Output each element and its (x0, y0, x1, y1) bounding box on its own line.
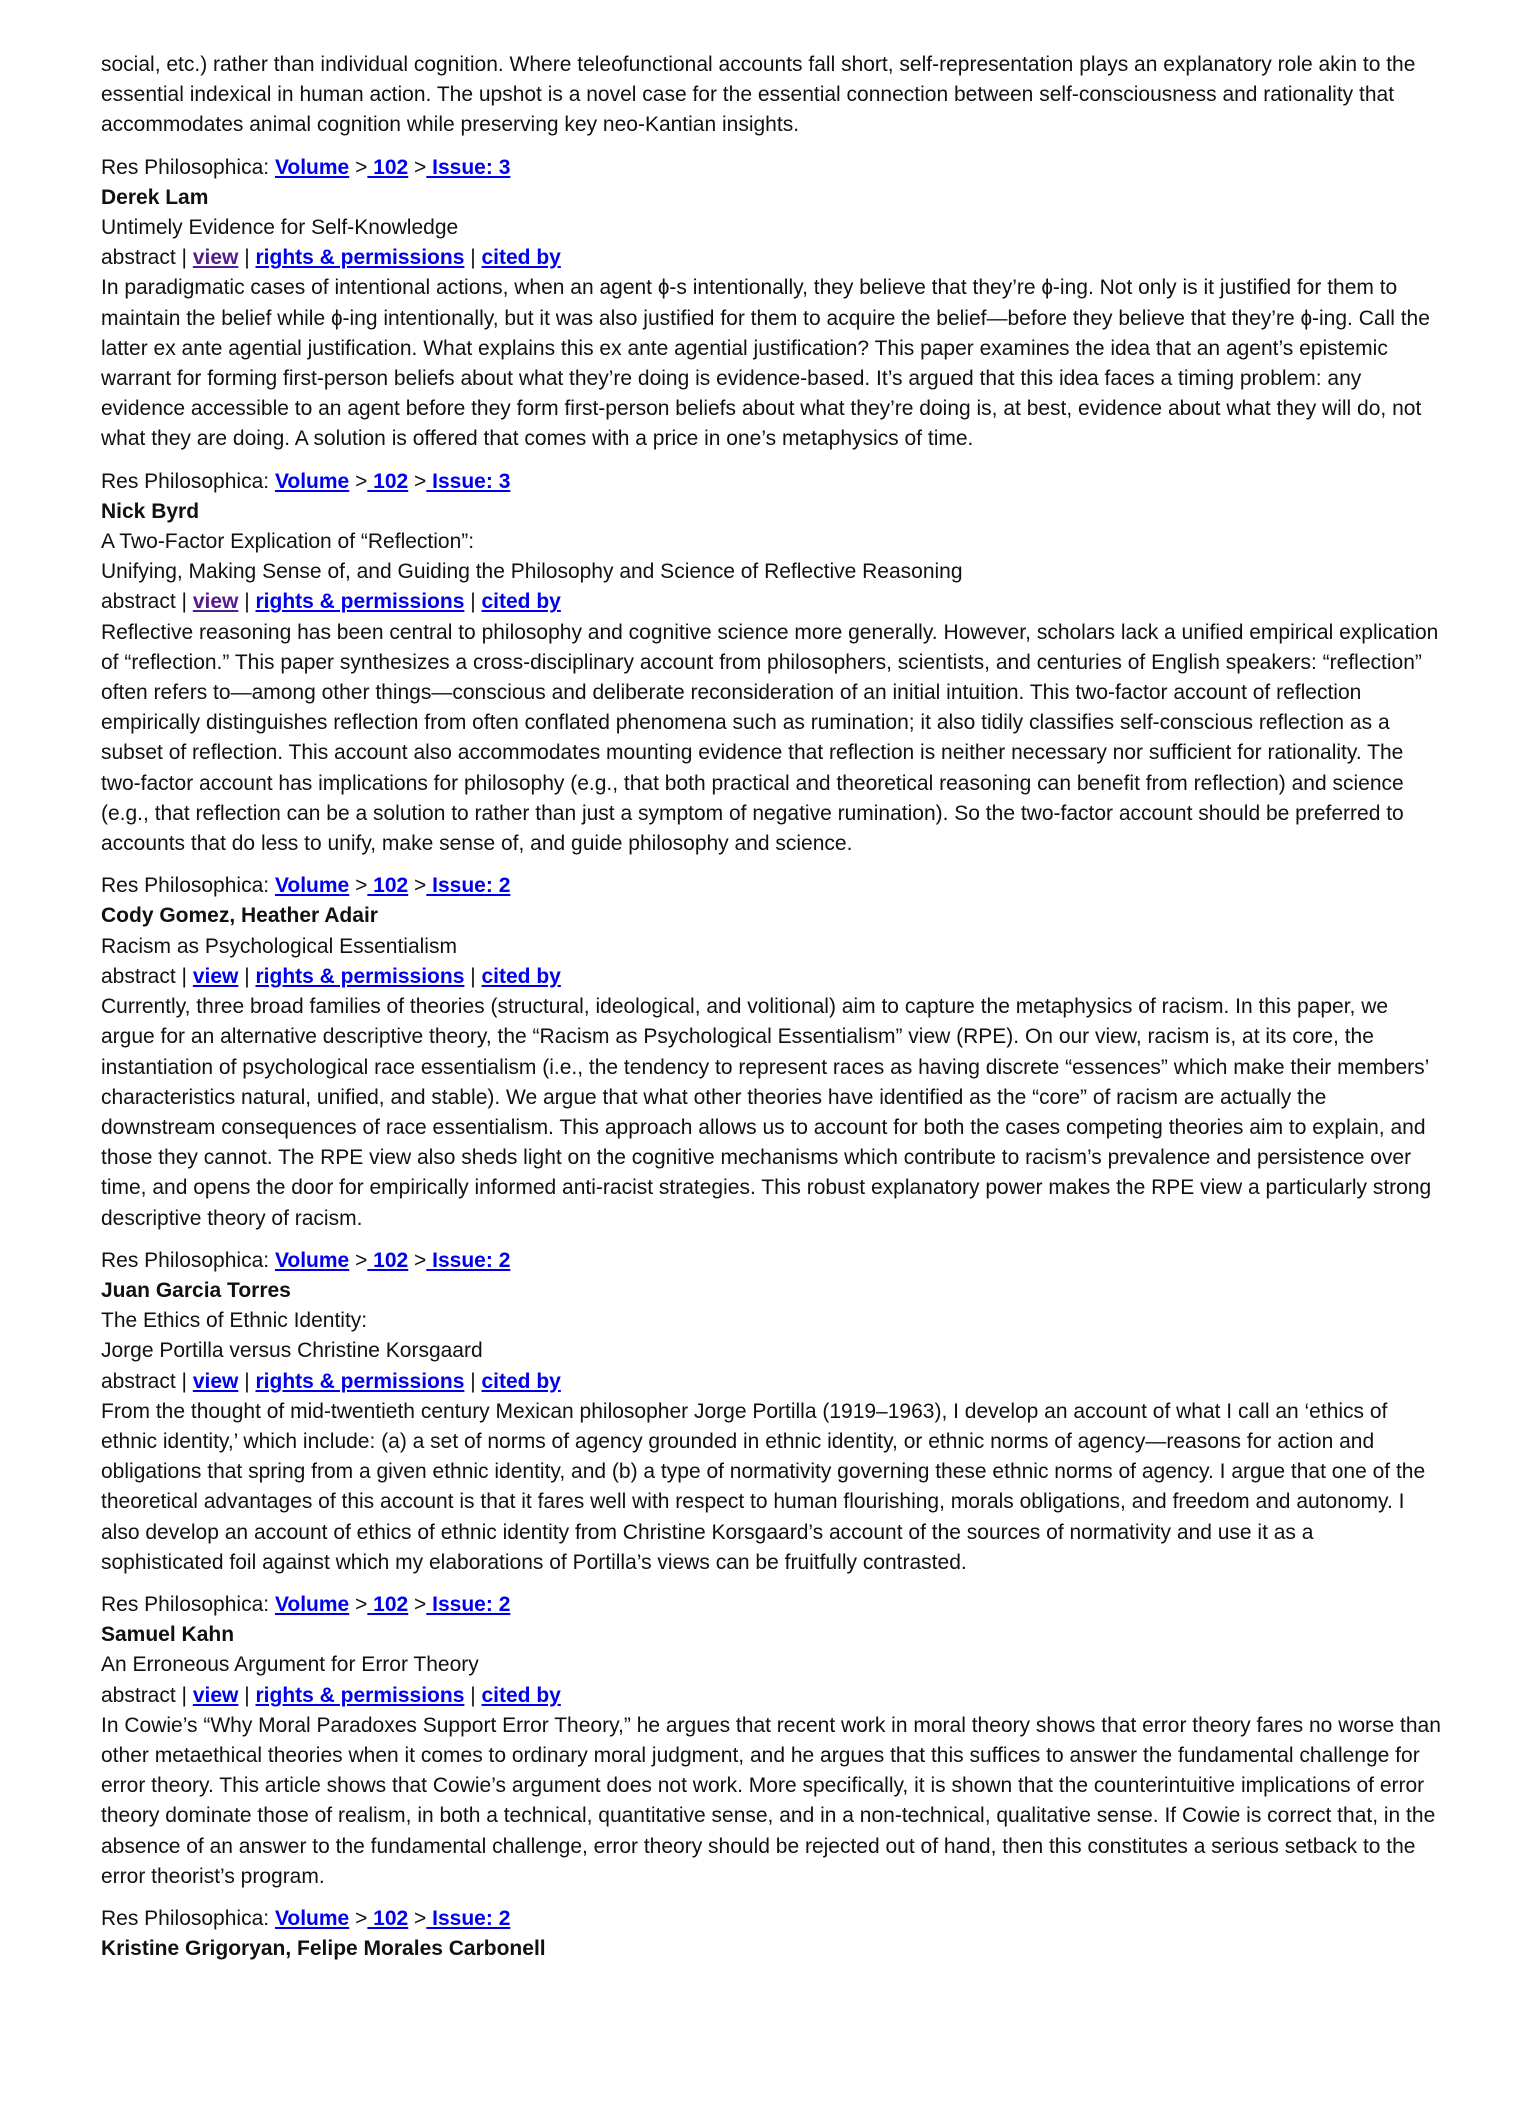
breadcrumb-separator: > (408, 874, 427, 898)
volume-number-link[interactable]: 102 (367, 155, 409, 179)
breadcrumb-separator: > (408, 1906, 427, 1930)
separator: | (464, 964, 482, 988)
abstract-text: social, etc.) rather than individual cognition. Where teleofunctional accounts fall short, self-representation plays an explanatory role akin to the essential indexical in human action. The upshot is a novel case for the essential connection between self-consciousness and rationality that accommodates animal cognition while preserving key neo-Kantian insights. (101, 53, 1416, 137)
abstract-label: abstract (101, 1683, 176, 1707)
volume-number-link[interactable]: 102 (367, 469, 409, 493)
article-authors: Samuel Kahn (101, 1623, 235, 1647)
article-authors: Nick Byrd (101, 499, 200, 523)
separator: | (175, 246, 193, 270)
results-list (101, 153, 1441, 1965)
article-actions (101, 1681, 1441, 1711)
search-results-page (101, 50, 1441, 1964)
separator: | (464, 246, 482, 270)
journal-name: Res Philosophica: (101, 1592, 275, 1616)
journal-name: Res Philosophica: (101, 469, 275, 493)
article-actions (101, 587, 1441, 617)
view-link[interactable]: view (192, 1683, 239, 1707)
view-link[interactable]: view (192, 1369, 239, 1393)
article-title: An Erroneous Argument for Error Theory (101, 1653, 479, 1677)
view-link[interactable]: view (192, 246, 239, 270)
journal-name: Res Philosophica: (101, 874, 275, 898)
cited-by-link[interactable]: cited by (481, 590, 561, 614)
article-title: Racism as Psychological Essentialism (101, 934, 457, 958)
abstract-text: In Cowie’s “Why Moral Paradoxes Support Error Theory,” he argues that recent work in moral theory shows that error theory fares no worse than other metaethical theories when it comes to ordinary moral judgment, and he argues that this suffices to answer the fundamental challenge for error theory. This article shows that Cowie’s argument does not work. More specifically, it is shown that the counterintuitive implications of error theory dominate those of realism, in both a technical, quantitative sense, and in a non-technical, qualitative sense. If Cowie is correct that, in the absence of an answer to the fundamental challenge, error theory should be rejected out of hand, then this constitutes a serious setback to the error theorist’s program. (101, 1713, 1441, 1888)
view-link[interactable]: view (192, 964, 239, 988)
rights-permissions-link[interactable]: rights & permissions (255, 246, 465, 270)
journal-name: Res Philosophica: (101, 155, 275, 179)
separator: | (464, 1683, 482, 1707)
abstract-text: Reflective reasoning has been central to philosophy and cognitive science more generally. However, scholars lack a unified empirical explication of “reflection.” This paper synthesizes a cross-disciplinary account from philosophers, scientists, and centuries of English speakers: “reflection” often refers to—among other things—conscious and deliberate reconsideration of an initial intuition. This two-factor account of reflection empirically distinguishes reflection from often conflated phenomena such as rumination; it also tidily classifies self-conscious reflection as a subset of reflection. This account also accommodates mounting evidence that reflection is neither necessary nor sufficient for rationality. The two-factor account has implications for philosophy (e.g., that both practical and theoretical reasoning can benefit from reflection) and science (e.g., that reflection can be a solution to rather than just a symptom of negative rumination). So the two-factor account should be preferred to accounts that do less to unify, make sense of, and guide philosophy and science. (101, 620, 1439, 856)
journal-name: Res Philosophica: (101, 1248, 275, 1272)
article-title: The Ethics of Ethnic Identity: (101, 1309, 368, 1333)
abstract-label: abstract (101, 1369, 176, 1393)
article-authors: Juan Garcia Torres (101, 1278, 291, 1302)
separator: | (464, 1369, 482, 1393)
article-authors: Kristine Grigoryan, Felipe Morales Carbonell (101, 1937, 546, 1961)
breadcrumb-separator: > (408, 1592, 427, 1616)
volume-link[interactable]: Volume (274, 1248, 350, 1272)
breadcrumb-separator: > (408, 469, 427, 493)
issue-link[interactable]: Issue: 2 (426, 1906, 511, 1930)
cited-by-link[interactable]: cited by (481, 1683, 561, 1707)
abstract-label: abstract (101, 590, 176, 614)
rights-permissions-link[interactable]: rights & permissions (255, 1683, 465, 1707)
breadcrumb (101, 1246, 1441, 1276)
separator: | (238, 964, 256, 988)
breadcrumb-separator: > (349, 1906, 368, 1930)
breadcrumb (101, 153, 1441, 183)
cited-by-link[interactable]: cited by (481, 964, 561, 988)
issue-link[interactable]: Issue: 3 (426, 469, 511, 493)
article-title: A Two-Factor Explication of “Reflection”: (101, 530, 475, 554)
article-actions (101, 1367, 1441, 1397)
article-entry (101, 871, 1441, 1233)
article-title: Jorge Portilla versus Christine Korsgaard (101, 1339, 483, 1363)
separator: | (175, 964, 193, 988)
volume-link[interactable]: Volume (274, 874, 350, 898)
breadcrumb-separator: > (349, 874, 368, 898)
breadcrumb-separator: > (349, 1248, 368, 1272)
article-title: Unifying, Making Sense of, and Guiding the Philosophy and Science of Reflective Reasoning (101, 560, 963, 584)
breadcrumb-separator: > (349, 1592, 368, 1616)
separator: | (464, 590, 482, 614)
breadcrumb-separator: > (408, 155, 427, 179)
breadcrumb (101, 1904, 1441, 1934)
abstract-label: abstract (101, 964, 176, 988)
breadcrumb-separator: > (349, 155, 368, 179)
volume-link[interactable]: Volume (274, 1906, 350, 1930)
volume-link[interactable]: Volume (274, 155, 350, 179)
article-entry (101, 1246, 1441, 1578)
abstract-text: From the thought of mid-twentieth century Mexican philosopher Jorge Portilla (1919–1963), I develop an account of what I call an ‘ethics of ethnic identity,’ which include: (a) a set of norms of agency grounded in ethnic identity, or ethnic norms of agency—reasons for action and obligations that spring from a given ethnic identity, and (b) a type of normativity governing these ethnic norms of agency. I argue that one of the theoretical advantages of this account is that it fares well with respect to human flourishing, morals obligations, and freedom and autonomy. I also develop an account of ethics of ethnic identity from Christine Korsgaard’s account of the sources of normativity and use it as a sophisticated foil against which my elaborations of Portilla’s views can be fruitfully contrasted. (101, 1399, 1426, 1574)
separator: | (175, 1683, 193, 1707)
breadcrumb (101, 467, 1441, 497)
article-authors: Derek Lam (101, 185, 209, 209)
article-title: Untimely Evidence for Self-Knowledge (101, 216, 459, 240)
journal-name: Res Philosophica: (101, 1906, 275, 1930)
abstract-text: In paradigmatic cases of intentional actions, when an agent ɸ-s intentionally, they believe that they’re ɸ-ing. Not only is it justified for them to maintain the belief while ɸ-ing intentionally, but it was also justified for them to acquire the belief—before they believe that they’re ɸ-ing. Call the latter ex ante agential justification. What explains this ex ante agential justification? This paper examines the idea that an agent’s epistemic warrant for forming first-person beliefs about what they’re doing is evidence-based. It’s argued that this idea faces a timing problem: any evidence accessible to an agent before they form first-person beliefs about what they’re doing is, at best, evidence about what they will do, not what they are doing. A solution is offered that comes with a price in one’s metaphysics of time. (101, 276, 1430, 451)
separator: | (175, 1369, 193, 1393)
issue-link[interactable]: Issue: 3 (426, 155, 511, 179)
view-link[interactable]: view (192, 590, 239, 614)
separator: | (238, 246, 256, 270)
breadcrumb (101, 1590, 1441, 1620)
rights-permissions-link[interactable]: rights & permissions (255, 590, 465, 614)
volume-link[interactable]: Volume (274, 1592, 350, 1616)
issue-link[interactable]: Issue: 2 (426, 1592, 511, 1616)
cited-by-link[interactable]: cited by (481, 246, 561, 270)
article-entry (101, 1590, 1441, 1892)
article-entry (101, 1904, 1441, 1964)
rights-permissions-link[interactable]: rights & permissions (255, 1369, 465, 1393)
article-actions (101, 243, 1441, 273)
rights-permissions-link[interactable]: rights & permissions (255, 964, 465, 988)
article-actions (101, 962, 1441, 992)
separator: | (238, 1369, 256, 1393)
breadcrumb (101, 871, 1441, 901)
article-entry (101, 153, 1441, 455)
separator: | (175, 590, 193, 614)
issue-link[interactable]: Issue: 2 (426, 874, 511, 898)
volume-number-link[interactable]: 102 (367, 1248, 409, 1272)
article-entry (101, 467, 1441, 860)
breadcrumb-separator: > (349, 469, 368, 493)
article-authors: Cody Gomez, Heather Adair (101, 904, 378, 928)
issue-link[interactable]: Issue: 2 (426, 1248, 511, 1272)
separator: | (238, 590, 256, 614)
volume-number-link[interactable]: 102 (367, 874, 409, 898)
volume-number-link[interactable]: 102 (367, 1592, 409, 1616)
volume-number-link[interactable]: 102 (367, 1906, 409, 1930)
volume-link[interactable]: Volume (274, 469, 350, 493)
breadcrumb-separator: > (408, 1248, 427, 1272)
separator: | (238, 1683, 256, 1707)
abstract-text: Currently, three broad families of theories (structural, ideological, and volitional) aim to capture the metaphysics of racism. In this paper, we argue for an alternative descriptive theory, the “Racism as Psychological Essentialism” view (RPE). On our view, racism is, at its core, the instantiation of psychological race essentialism (i.e., the tendency to represent races as having discrete “essences” which make their members’ characteristics natural, unified, and stable). We argue that what other theories have identified as the “core” of racism are actually the downstream consequences of race essentialism. This approach allows us to account for both the cases competing theories aim to explain, and those they cannot. The RPE view also sheds light on the cognitive mechanisms which contribute to racism’s prevalence and persistence over time, and opens the door for empirically informed anti-racist strategies. This robust explanatory power makes the RPE view a particularly strong descriptive theory of racism. (101, 995, 1432, 1230)
cited-by-link[interactable]: cited by (481, 1369, 561, 1393)
abstract-label: abstract (101, 246, 176, 270)
